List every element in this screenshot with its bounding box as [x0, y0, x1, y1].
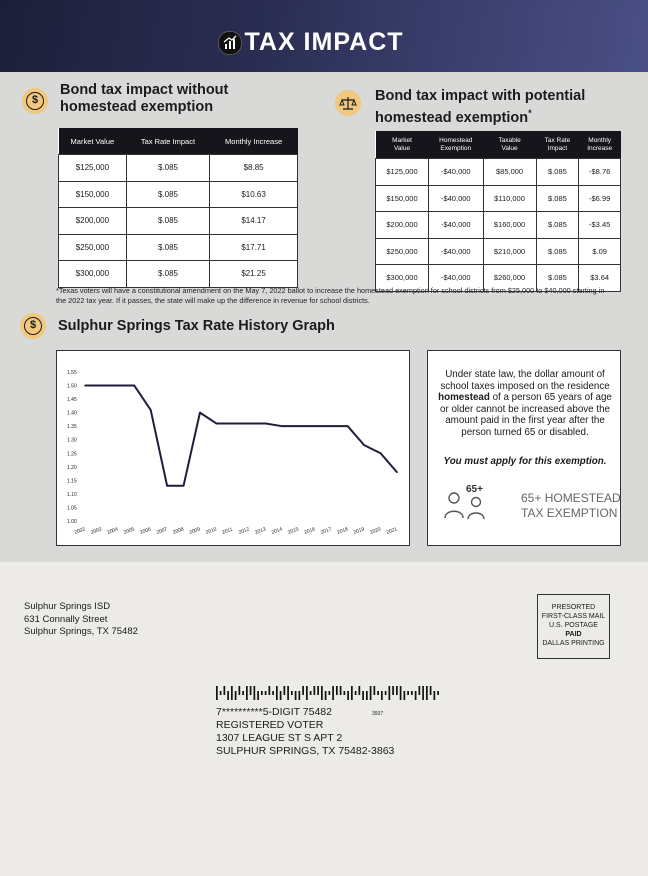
- barcode-bar: [344, 691, 346, 695]
- barcode-bar: [437, 691, 439, 695]
- barcode-bar: [269, 686, 271, 695]
- table-cell: $150,000: [376, 185, 429, 212]
- barcode-bar: [295, 691, 297, 700]
- table-cell: $.085: [126, 208, 209, 235]
- barcode-bar: [224, 686, 226, 695]
- table-cell: $.085: [536, 185, 579, 212]
- barcode-bar: [347, 691, 349, 700]
- x-tick-label: 2014: [270, 526, 284, 536]
- barcode-bar: [272, 691, 274, 695]
- data-point: [265, 423, 267, 425]
- barcode-bar: [419, 686, 421, 695]
- x-tick-label: 2016: [303, 526, 317, 536]
- data-point: [84, 385, 86, 387]
- barcode-bar: [374, 686, 376, 695]
- table-cell: $.085: [126, 181, 209, 208]
- barcode-bar: [355, 691, 357, 695]
- y-tick-label: 1.55: [67, 370, 77, 376]
- barcode-bar: [415, 691, 417, 700]
- apply-note: You must apply for this exemption.: [443, 456, 607, 467]
- y-tick-label: 1.10: [67, 491, 77, 498]
- data-point: [298, 425, 300, 427]
- y-tick-label: 1.25: [67, 451, 77, 458]
- y-tick-label: 1.45: [67, 397, 77, 404]
- y-tick-label: 1.35: [67, 424, 77, 431]
- exemption-info-text: Under state law, the dollar amount of school taxes imposed on the residence homestead of a person 65 years of age or older cannot be increased above the amount paid in the first year after the person turned 65 or disabled.: [438, 369, 612, 438]
- data-point: [183, 485, 185, 487]
- data-point: [199, 412, 201, 414]
- column-header: Market Value: [376, 131, 429, 159]
- table-cell: -$8.76: [579, 159, 621, 186]
- series-line: [85, 386, 397, 486]
- table-cell: $250,000: [376, 238, 429, 265]
- barcode-bar: [231, 686, 233, 700]
- barcode-bar: [284, 686, 286, 695]
- x-tick-label: 2003: [90, 526, 103, 536]
- barcode-bar: [246, 686, 248, 700]
- barcode-bar: [227, 691, 229, 700]
- barcode-bar: [404, 691, 406, 700]
- table-cell: $8.85: [210, 155, 298, 182]
- barcode-bar: [220, 691, 222, 695]
- y-tick-label: 1.05: [67, 505, 77, 512]
- table-cell: $250,000: [59, 234, 127, 261]
- y-tick-label: 1.30: [67, 437, 77, 444]
- column-header: Homestead Exemption: [429, 131, 484, 159]
- barcode-bar: [377, 691, 379, 695]
- column-header: Tax Rate Impact: [126, 128, 209, 155]
- section2-title: Bond tax impact with potential homestead exemption*: [375, 88, 586, 126]
- x-tick-label: 2002: [73, 526, 87, 536]
- barcode-bar: [302, 686, 304, 695]
- barcode-bar: [396, 686, 398, 695]
- table-row: [376, 159, 621, 186]
- barcode-bar: [265, 691, 267, 695]
- data-point: [133, 385, 135, 387]
- sort-code: 3937: [372, 711, 384, 717]
- barcode-bar: [411, 691, 413, 695]
- column-header: Tax Rate Impact: [536, 131, 579, 159]
- table-cell: -$40,000: [429, 265, 484, 292]
- table-cell: $14.17: [210, 208, 298, 235]
- table-cell: -$3.45: [579, 212, 621, 239]
- x-tick-label: 2010: [205, 526, 218, 536]
- table-cell: $200,000: [376, 212, 429, 239]
- x-tick-label: 2008: [172, 526, 185, 536]
- barcode-bar: [332, 686, 334, 700]
- table-cell: $300,000: [59, 261, 127, 288]
- table-row: [376, 185, 621, 212]
- age-badge: 65+: [466, 484, 483, 495]
- barcode-bar: [306, 686, 308, 700]
- y-tick-label: 1.50: [67, 383, 77, 390]
- barcode-bar: [426, 686, 428, 700]
- x-tick-label: 2005: [122, 526, 136, 536]
- senior-exemption-box: [427, 350, 621, 546]
- barcode-bar: [407, 691, 409, 695]
- data-point: [166, 485, 168, 487]
- barcode-bar: [317, 686, 319, 695]
- table-cell: $3.64: [579, 265, 621, 292]
- table-cell: -$6.99: [579, 185, 621, 212]
- table-cell: $.09: [579, 238, 621, 265]
- tax-rate-chart: [56, 350, 410, 546]
- barcode-bar: [239, 686, 241, 695]
- barcode-bar: [299, 691, 301, 700]
- data-point: [363, 444, 365, 446]
- y-tick-label: 1.15: [67, 478, 77, 485]
- barcode-bar: [261, 691, 263, 695]
- table-cell: -$40,000: [429, 212, 484, 239]
- table-cell: -$40,000: [429, 238, 484, 265]
- table-cell: $200,000: [59, 208, 127, 235]
- table-cell: $260,000: [483, 265, 536, 292]
- table-cell: $17.71: [210, 234, 298, 261]
- table-row: [376, 238, 621, 265]
- x-tick-label: 2018: [336, 526, 349, 536]
- barcode-bar: [235, 691, 237, 700]
- page-title: TAX IMPACT: [244, 28, 404, 56]
- table-cell: $10.63: [210, 181, 298, 208]
- barcode-bar: [287, 686, 289, 700]
- barcode-bar: [276, 686, 278, 700]
- table-cell: $210,000: [483, 238, 536, 265]
- postal-barcode: [216, 686, 442, 700]
- barcode-bar: [325, 691, 327, 700]
- x-tick-label: 2019: [352, 526, 366, 536]
- y-tick-label: 1.20: [67, 464, 77, 471]
- x-tick-label: 2013: [254, 526, 267, 536]
- table-cell: $.085: [126, 261, 209, 288]
- dollar-coin-icon: $: [22, 88, 48, 114]
- barcode-bar: [280, 691, 282, 700]
- data-point: [101, 385, 103, 387]
- table-cell: $.085: [536, 159, 579, 186]
- table-cell: $21.25: [210, 261, 298, 288]
- line-chart: [57, 351, 409, 545]
- data-point: [281, 425, 283, 427]
- bond-impact-table: [58, 128, 298, 288]
- x-tick-label: 2021: [385, 526, 399, 536]
- table-cell: $.085: [536, 238, 579, 265]
- data-point: [232, 423, 234, 425]
- barcode-bar: [400, 686, 402, 700]
- barcode-bar: [216, 686, 218, 700]
- barcode-bar: [351, 686, 353, 700]
- table-cell: $.085: [536, 265, 579, 292]
- barcode-bar: [254, 686, 256, 700]
- column-header: Market Value: [59, 128, 127, 155]
- table-row: [59, 261, 298, 288]
- barcode-bar: [314, 686, 316, 695]
- data-point: [248, 423, 250, 425]
- scale-icon: [335, 90, 361, 116]
- table-cell: $110,000: [483, 185, 536, 212]
- data-point: [216, 423, 218, 425]
- table-cell: $150,000: [59, 181, 127, 208]
- x-tick-label: 2020: [369, 526, 382, 536]
- table-cell: $.085: [126, 155, 209, 182]
- table-cell: $300,000: [376, 265, 429, 292]
- barcode-bar: [422, 686, 424, 700]
- table-row: [59, 208, 298, 235]
- barcode-bar: [321, 686, 323, 700]
- barcode-bar: [385, 691, 387, 695]
- table-cell: $.085: [536, 212, 579, 239]
- barcode-bar: [336, 686, 338, 695]
- table-row: [59, 234, 298, 261]
- table-cell: $.085: [126, 234, 209, 261]
- table-cell: $160,000: [483, 212, 536, 239]
- table-cell: $125,000: [376, 159, 429, 186]
- data-point: [347, 425, 349, 427]
- barcode-bar: [381, 691, 383, 700]
- x-tick-label: 2017: [319, 526, 333, 536]
- x-tick-label: 2015: [287, 526, 300, 536]
- x-tick-label: 2006: [139, 526, 152, 536]
- barcode-bar: [242, 691, 244, 695]
- table-cell: -$40,000: [429, 159, 484, 186]
- table-cell: -$40,000: [429, 185, 484, 212]
- column-header: Taxable Value: [483, 131, 536, 159]
- barcode-bar: [392, 686, 394, 695]
- barcode-bar: [434, 691, 436, 700]
- barcode-bar: [366, 691, 368, 700]
- table-row: [59, 181, 298, 208]
- x-tick-label: 2011: [221, 526, 234, 536]
- barcode-bar: [257, 691, 259, 700]
- footnote: *Texas voters will have a constitutional amendment on the May 7, 2022 ballot to increase the homestead exemption for school districts from $25,000 to $40,000 starting in the 2022 tax year. If it passes, the state will make up the difference in revenue for school districts.: [56, 286, 605, 305]
- barcode-bar: [340, 686, 342, 695]
- table-row: [59, 155, 298, 182]
- table-cell: $125,000: [59, 155, 127, 182]
- postage-indicia: PRESORTED FIRST-CLASS MAIL U.S. POSTAGE PAID DALLAS PRINTING: [537, 594, 610, 659]
- bond-exemption-table: [375, 131, 621, 292]
- dollar-coin-icon: $: [20, 313, 46, 339]
- data-point: [117, 385, 119, 387]
- section1-title: Bond tax impact without homestead exemption: [60, 82, 229, 115]
- barcode-bar: [250, 686, 252, 695]
- barcode-bar: [362, 691, 364, 700]
- y-tick-label: 1.40: [67, 410, 77, 417]
- sender-address: Sulphur Springs ISD 631 Connally Street Sulphur Springs, TX 75482: [24, 601, 138, 637]
- barcode-bar: [329, 691, 331, 695]
- section3-title: Sulphur Springs Tax Rate History Graph: [58, 318, 335, 334]
- data-point: [331, 425, 333, 427]
- data-point: [150, 409, 152, 411]
- homestead-label: 65+ HOMESTEAD TAX EXEMPTION: [521, 491, 621, 520]
- x-tick-label: 2009: [188, 526, 202, 536]
- barcode-bar: [310, 691, 312, 695]
- data-point: [396, 471, 398, 473]
- barcode-bar: [389, 686, 391, 700]
- column-header: Monthly Increase: [210, 128, 298, 155]
- data-point: [380, 452, 382, 454]
- x-tick-label: 2012: [237, 526, 251, 536]
- column-header: Monthly Increase: [579, 131, 621, 159]
- recipient-address: 7**********5-DIGIT 75482 REGISTERED VOTER 1307 LEAGUE ST S APT 2 SULPHUR SPRINGS, TX 75482-3863: [216, 706, 395, 757]
- x-tick-label: 2004: [106, 526, 119, 536]
- barcode-bar: [430, 686, 432, 695]
- barcode-bar: [370, 686, 372, 700]
- y-tick-label: 1.00: [67, 519, 77, 525]
- barcode-bar: [359, 686, 361, 695]
- table-row: [376, 212, 621, 239]
- barcode-bar: [291, 691, 293, 695]
- x-tick-label: 2007: [155, 526, 169, 536]
- data-point: [314, 425, 316, 427]
- table-cell: $85,000: [483, 159, 536, 186]
